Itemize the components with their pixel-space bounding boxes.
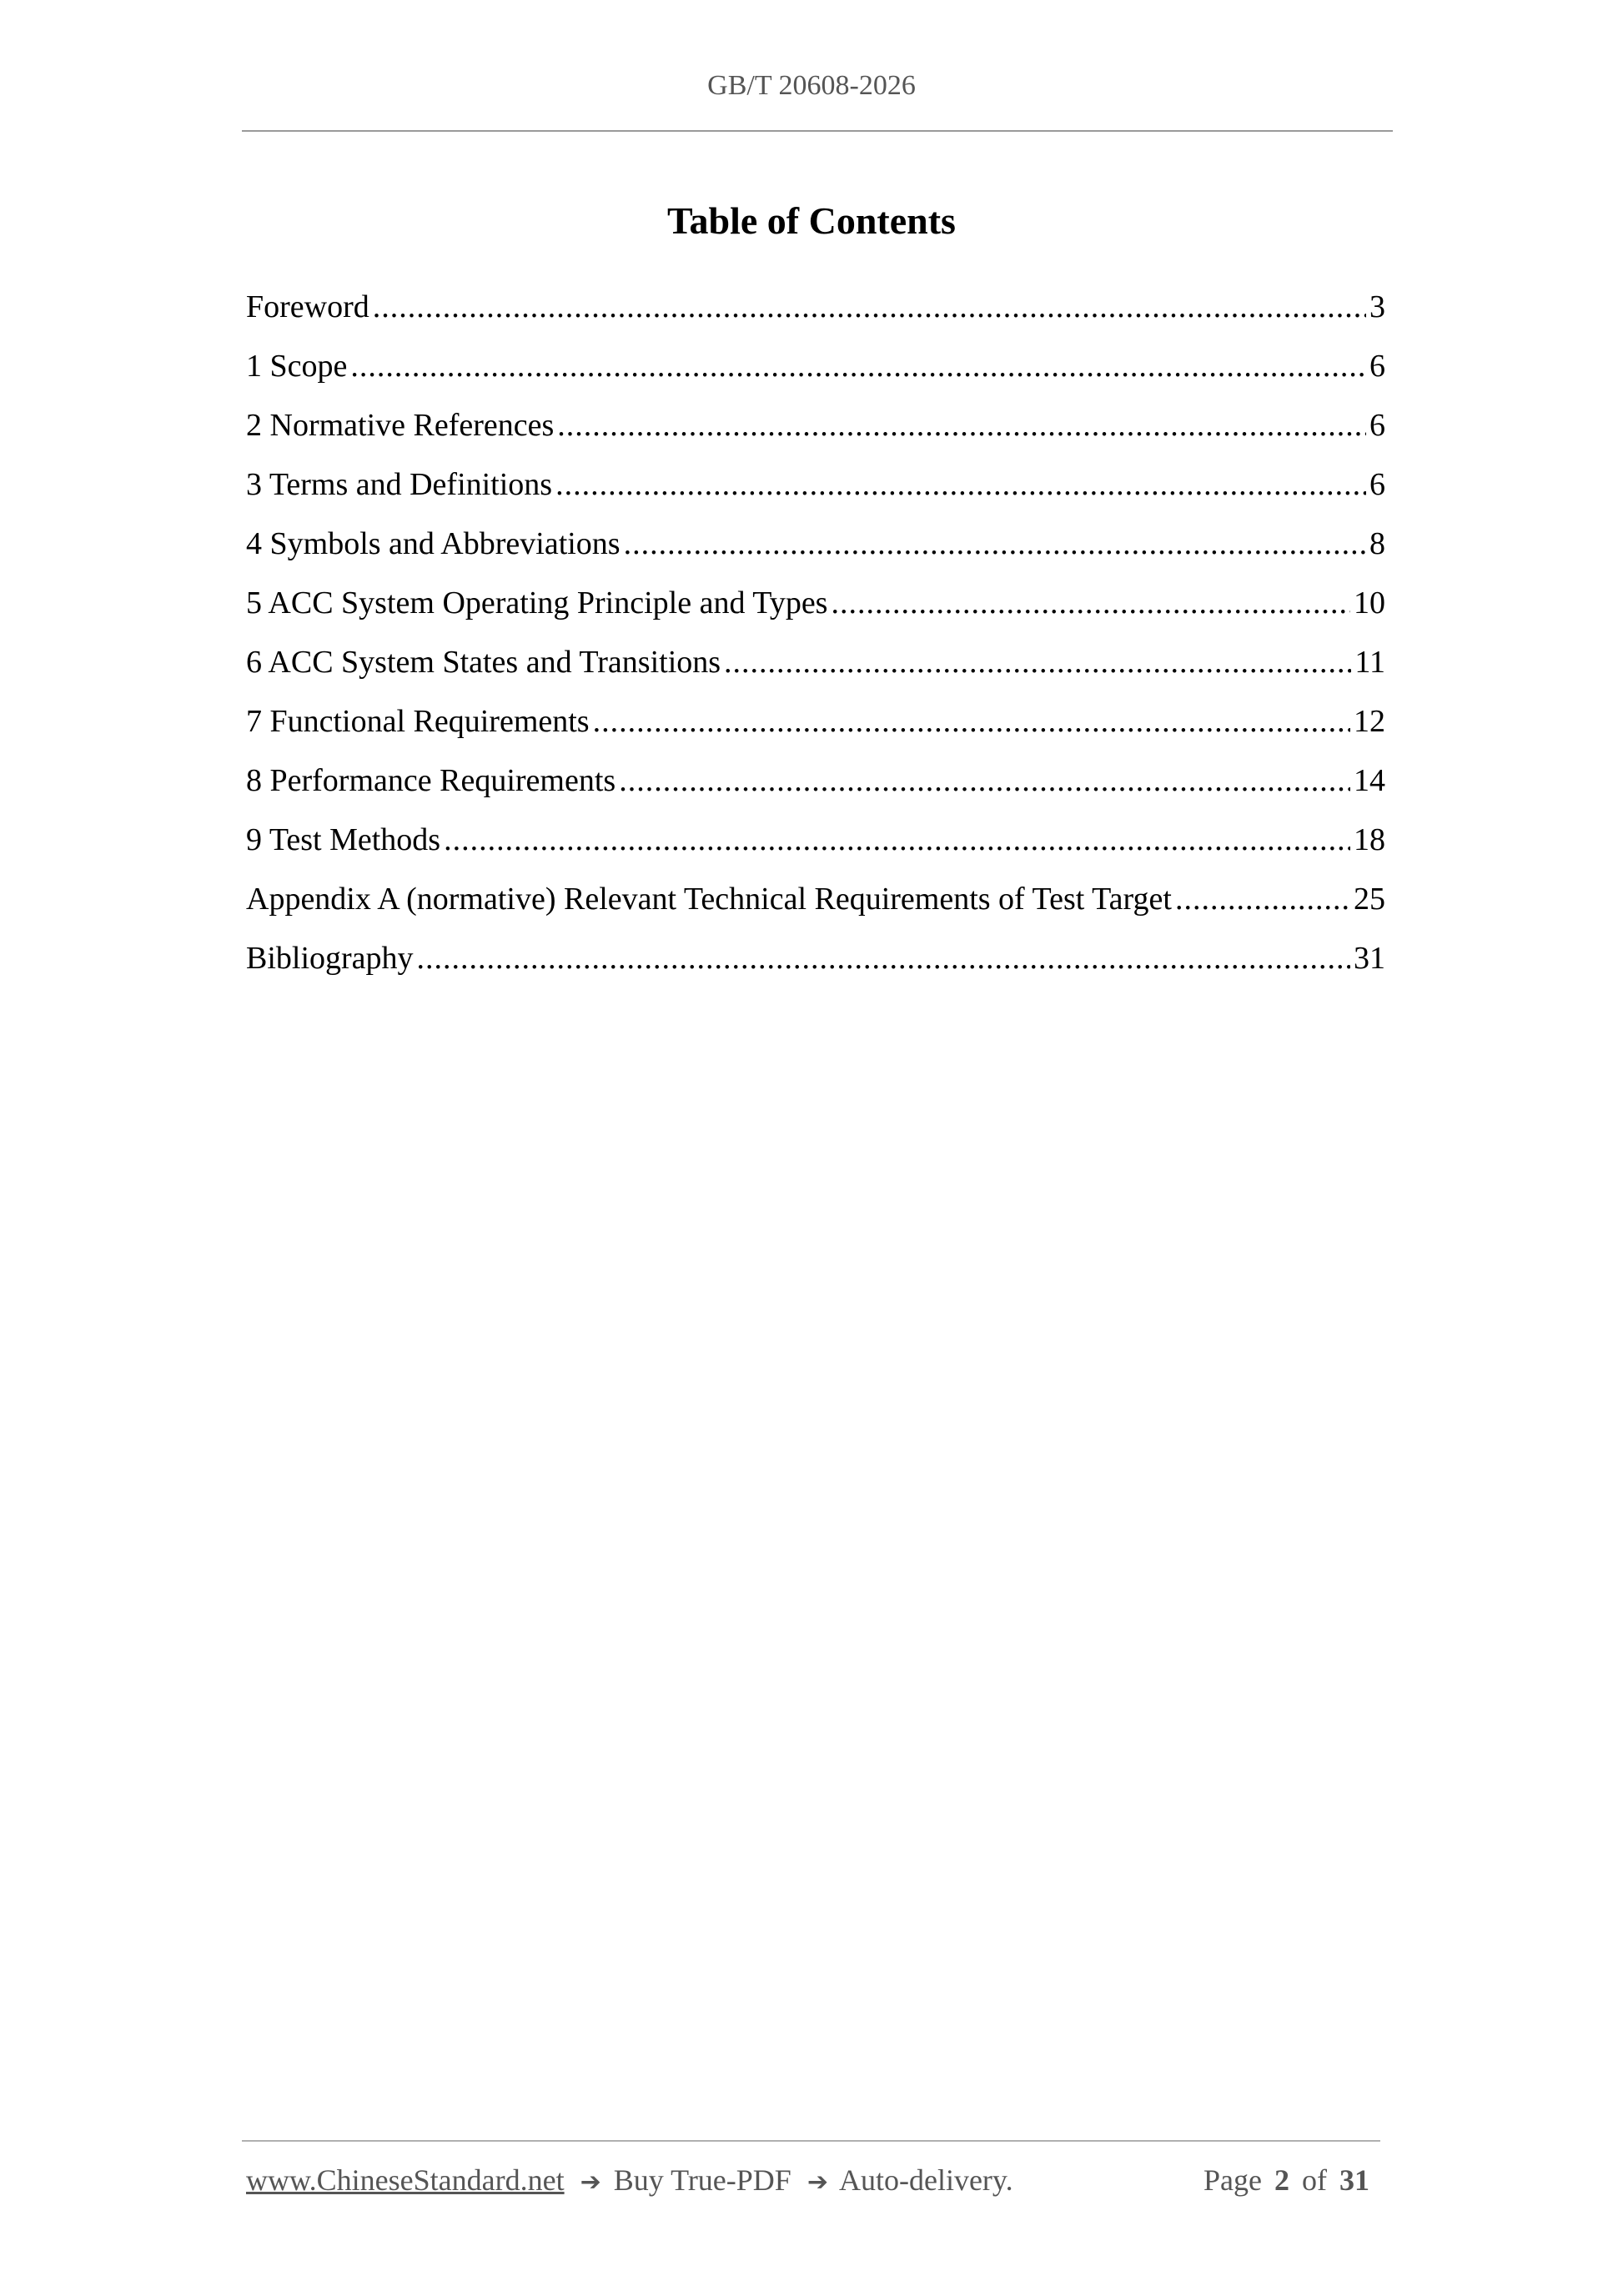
toc-dot-leader [724, 633, 1351, 692]
toc-entry-symbols-abbreviations[interactable] [246, 515, 1385, 574]
toc-entry-page: 6 [1369, 408, 1385, 443]
toc-entry-label: 6 ACC System States and Transitions [246, 645, 721, 680]
toc-entry-performance-requirements[interactable] [246, 751, 1385, 811]
toc-entry-foreword[interactable] [246, 278, 1385, 337]
toc-entry-label: 5 ACC System Operating Principle and Types [246, 585, 828, 620]
toc-dot-leader [619, 751, 1350, 811]
toc-dot-leader [624, 515, 1366, 574]
toc-entry-appendix-a[interactable] [246, 870, 1385, 929]
toc-dot-leader [444, 811, 1350, 870]
toc-list [246, 278, 1385, 988]
toc-entry-label: 2 Normative References [246, 408, 555, 443]
current-page-number: 2 [1274, 2163, 1289, 2197]
toc-entry-bibliography[interactable] [246, 929, 1385, 988]
toc-entry-label: 1 Scope [246, 349, 348, 384]
toc-entry-label: 9 Test Methods [246, 822, 441, 857]
toc-dot-leader [557, 396, 1366, 455]
of-word: of [1302, 2163, 1327, 2197]
right-arrow-icon: ➔ [806, 2168, 828, 2197]
toc-dot-leader [373, 278, 1366, 337]
toc-entry-label: Appendix A (normative) Relevant Technical Requirements of Test Target [246, 882, 1172, 917]
toc-entry-page: 14 [1354, 763, 1385, 798]
site-link[interactable]: www.ChineseStandard.net [246, 2163, 565, 2197]
toc-entry-page: 11 [1354, 645, 1385, 680]
page-word: Page [1203, 2163, 1262, 2197]
footer-step-delivery: Auto-delivery. [838, 2163, 1013, 2197]
header-divider [242, 130, 1393, 132]
toc-entry-label: 8 Performance Requirements [246, 763, 616, 798]
toc-entry-terms-definitions[interactable] [246, 455, 1385, 515]
page-indicator [1203, 2163, 1374, 2198]
toc-entry-page: 10 [1354, 585, 1385, 620]
toc-entry-page: 6 [1369, 349, 1385, 384]
total-pages-number: 31 [1339, 2163, 1369, 2197]
toc-entry-label: 7 Functional Requirements [246, 704, 590, 739]
footer-promo [246, 2163, 1013, 2198]
toc-entry-page: 6 [1369, 467, 1385, 502]
toc-dot-leader [350, 337, 1366, 396]
toc-dot-leader [417, 929, 1350, 988]
toc-entry-page: 12 [1354, 704, 1385, 739]
toc-dot-leader [831, 574, 1350, 633]
toc-entry-scope[interactable] [246, 337, 1385, 396]
toc-entry-label: Foreword [246, 289, 369, 324]
toc-dot-leader [1175, 870, 1350, 929]
toc-entry-states-transitions[interactable] [246, 633, 1385, 692]
toc-dot-leader [593, 692, 1350, 751]
toc-entry-functional-requirements[interactable] [246, 692, 1385, 751]
footer-divider [242, 2140, 1380, 2142]
toc-entry-label: 4 Symbols and Abbreviations [246, 526, 621, 561]
toc-entry-page: 18 [1354, 822, 1385, 857]
toc-entry-page: 31 [1354, 941, 1385, 976]
toc-entry-label: 3 Terms and Definitions [246, 467, 553, 502]
toc-entry-page: 25 [1354, 882, 1385, 917]
toc-title: Table of Contents [667, 199, 956, 242]
document-header-code: GB/T 20608-2026 [707, 70, 916, 101]
toc-entry-operating-principle[interactable] [246, 574, 1385, 633]
footer-step-buy: Buy True-PDF [613, 2163, 791, 2197]
toc-entry-page: 8 [1369, 526, 1385, 561]
toc-entry-normative-references[interactable] [246, 396, 1385, 455]
toc-entry-page: 3 [1369, 289, 1385, 324]
toc-entry-label: Bibliography [246, 941, 414, 976]
toc-entry-test-methods[interactable] [246, 811, 1385, 870]
right-arrow-icon: ➔ [580, 2168, 601, 2197]
toc-dot-leader [555, 455, 1366, 515]
